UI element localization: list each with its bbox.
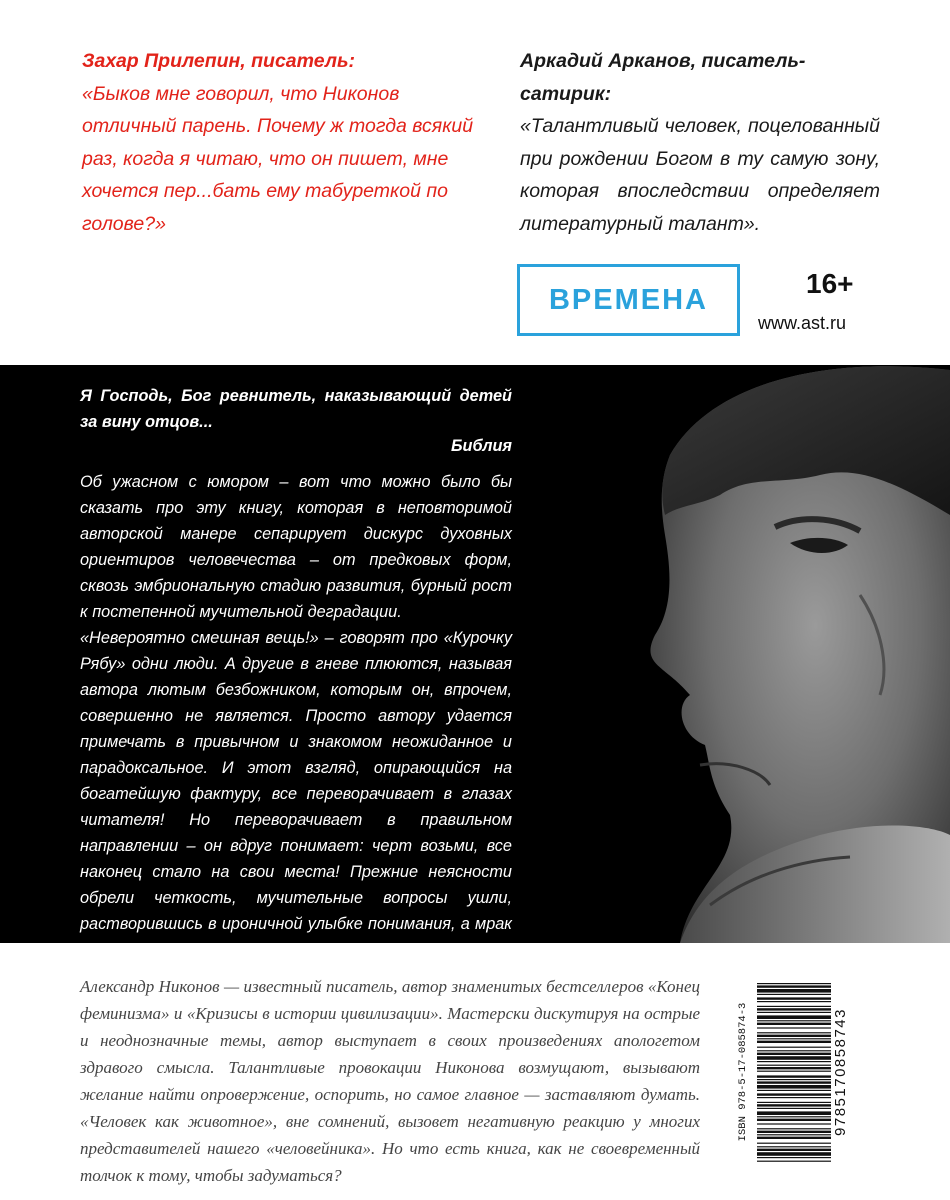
- barcode-bar: [757, 997, 831, 999]
- barcode-bar: [757, 1108, 831, 1109]
- barcode-bar: [757, 1050, 831, 1051]
- barcode-bar: [757, 1006, 831, 1007]
- barcode-bar: [757, 1085, 831, 1089]
- barcode-bar: [757, 1056, 831, 1060]
- barcode-bar: [757, 1111, 831, 1115]
- author-portrait-photo: [560, 365, 950, 943]
- barcode-bar: [757, 1119, 831, 1121]
- barcode-bar: [757, 1149, 831, 1151]
- about-author-text: Александр Никонов — известный писатель, автор знаменитых бестселлеров «Конец феминизма» и «Кризисы в истории цивилизации». Мастерски дискутируя на острые и неоднозначные темы, автор выступает в своих произведениях апологетом здравого смысла. Талантливые провокации Никонова возмущают, вызывают желание найти опровержение, оспорить, но самое главное — заставляют думать. «Человек как животное», вне сомнений, вызовет негативную реакцию у многих представителей нашего «человейника». Но что есть книга, как не своевременный толчок к тому, чтобы задуматься?: [80, 977, 700, 1185]
- description-paragraph-2: «Невероятно смешная вещь!» – говорят про «Курочку Рябу» одни люди. А другие в гневе плюются, называя автора лютым безбожником, которым он, впрочем, совершенно не является. Просто автору удается примечать в привычном и знакомом неожиданное и парадоксальное. И этот взгляд, опирающийся на богатейшую фактуру, все переворачивает в глазах читателя! Но переворачивает в правильном направлении – он вдруг понимает: черт возьми, все наконец стало на свои места! Прежние неясности обрели четкость, мучительные вопросы ушли, растворившись в ироничной улыбке понимания, а мрак: [80, 629, 512, 933]
- barcode-bar: [757, 1079, 831, 1080]
- publisher-logo: [517, 264, 740, 336]
- barcode-bar: [757, 1067, 831, 1069]
- barcode-bar: [757, 1134, 831, 1135]
- barcode-bar: [757, 1020, 831, 1021]
- quote-prilepin: [82, 45, 492, 240]
- barcode-bar: [757, 1128, 831, 1129]
- quote-author-prilepin: Захар Прилепин, писатель:: [82, 50, 356, 72]
- barcode-bar: [757, 1093, 831, 1095]
- barcode-bar: [757, 1102, 831, 1103]
- quote-text-prilepin: «Быков мне говорил, что Никонов отличный парень. Почему ж тогда всякий раз, когда я читаю, что он пишет, мне хочется пер...бать ему табуреткой по голове?»: [82, 82, 474, 235]
- barcode-bar: [757, 1061, 831, 1062]
- barcode-bar: [757, 985, 831, 987]
- barcode-bar: [757, 1008, 831, 1010]
- isbn-number: ISBN 978-5-17-085874-3: [737, 1002, 749, 1142]
- barcode-bar: [757, 1123, 831, 1124]
- barcode-bar: [757, 989, 831, 993]
- publisher-website: www.ast.ru: [758, 313, 847, 333]
- barcode-bar: [757, 1081, 831, 1083]
- quote-text-arkanov: «Талантливый человек, поцелованный при рождении Богом в ту самую зону, которая впоследствии определяет литературный талант».: [520, 115, 880, 235]
- quote-author-arkanov: Аркадий Арканов, писатель-сатирик:: [520, 50, 806, 105]
- barcode-bar: [757, 1032, 831, 1033]
- book-description: [80, 469, 512, 963]
- description-section: [0, 365, 950, 943]
- barcode-bar: [757, 1071, 831, 1072]
- barcode-bar: [757, 1001, 831, 1002]
- barcode-bar: [757, 1131, 831, 1133]
- barcode-bar: [757, 1090, 831, 1091]
- barcode-bar: [757, 1015, 831, 1019]
- barcode-bar: [757, 1146, 831, 1147]
- isbn-barcode: [735, 977, 853, 1167]
- barcode-bar: [757, 1053, 831, 1055]
- barcode-bar: [757, 1104, 831, 1106]
- barcode-bar: [757, 1157, 831, 1158]
- barcode-digits: 9785170858743: [832, 1008, 849, 1136]
- quote-arkanov: [520, 45, 880, 240]
- barcode-bar: [757, 1065, 831, 1066]
- barcode-bar: [757, 1035, 831, 1037]
- barcode-bar: [757, 1143, 831, 1144]
- barcode-bar: [757, 1038, 831, 1039]
- description-paragraph-1: Об ужасном с юмором – вот что можно было бы сказать про эту книгу, которая в неповторимой авторской манере сепарирует дискурс духовных ориентиров человечества – от предковых форм, сквозь эмбриональную стадию развития, бурный рост к постепенной мучительной деградации.: [80, 473, 512, 621]
- epigraph-text: Я Господь, Бог ревнитель, наказывающий детей за вину отцов...: [80, 387, 512, 431]
- barcode-bar: [757, 983, 831, 984]
- barcode-bar: [757, 994, 831, 995]
- barcode-bar: [757, 1075, 831, 1077]
- barcode-bar: [757, 1161, 831, 1162]
- barcode-bar: [757, 1023, 831, 1025]
- barcode-bar: [757, 1012, 831, 1013]
- barcode-bar: [757, 1137, 831, 1139]
- publisher-logo-text: ВРЕМЕНА: [548, 283, 708, 316]
- epigraph-source: Библия: [451, 437, 512, 455]
- barcode-bar: [757, 1116, 831, 1117]
- barcode-bar: [757, 1152, 831, 1156]
- age-rating: 16+: [806, 268, 854, 299]
- barcode-bar: [757, 1027, 831, 1028]
- top-section: [0, 0, 950, 365]
- barcode-bar: [757, 1041, 831, 1043]
- barcode-bar: [757, 1047, 831, 1048]
- about-section: [0, 943, 950, 1200]
- barcode-bar: [757, 1097, 831, 1098]
